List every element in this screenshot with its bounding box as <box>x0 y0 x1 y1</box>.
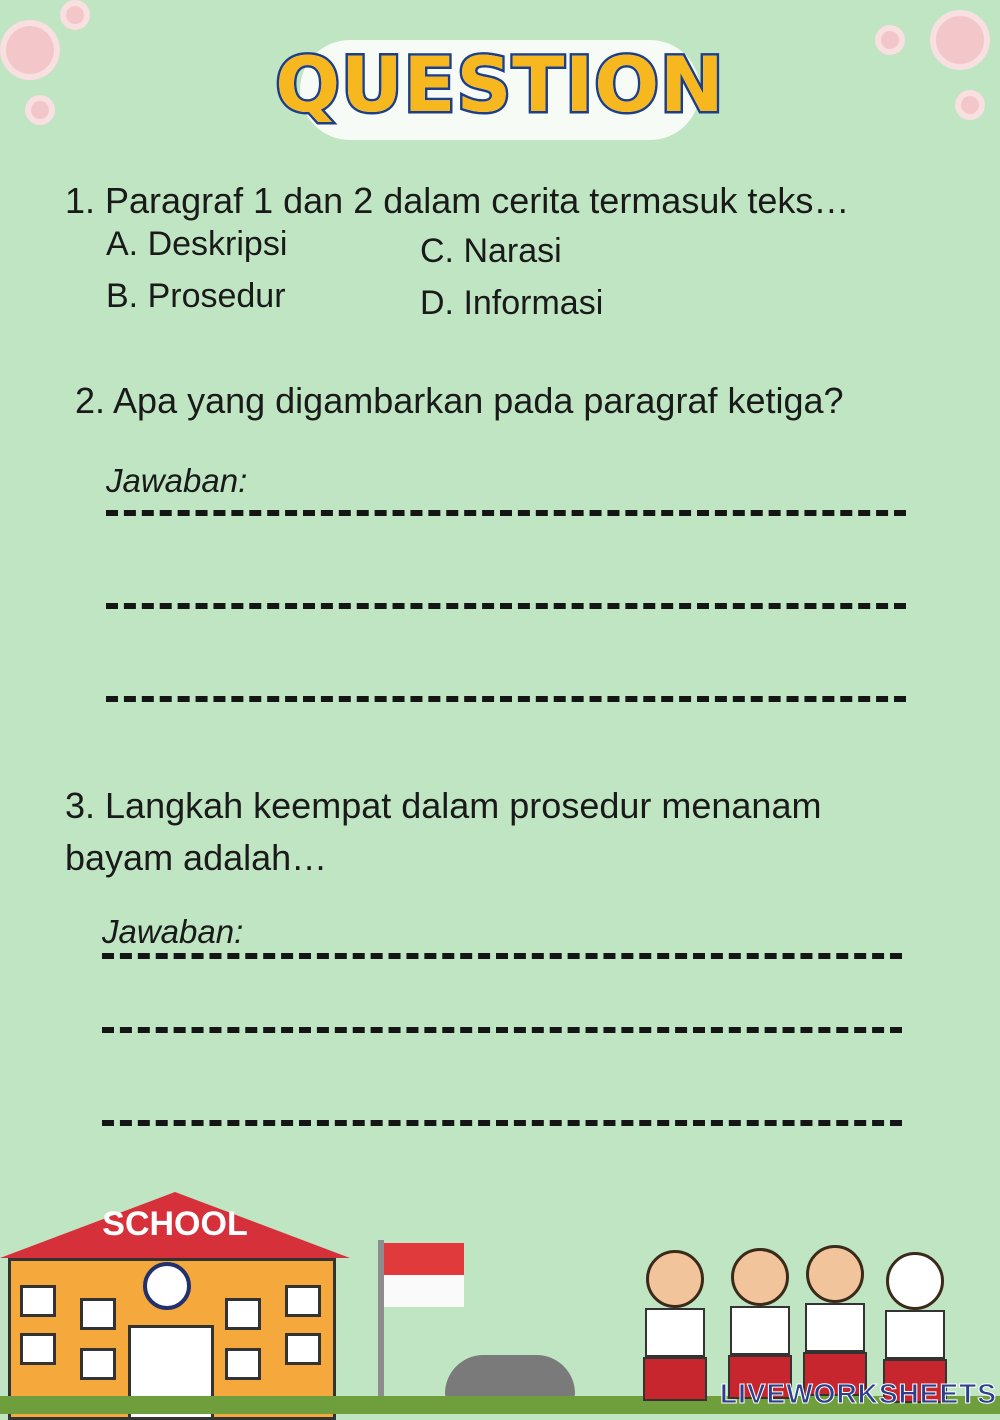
school-window <box>225 1348 261 1380</box>
answer-line-3-3[interactable] <box>102 1120 902 1126</box>
flag-icon <box>384 1243 464 1275</box>
school-window <box>20 1333 56 1365</box>
students-illustration <box>640 1250 710 1400</box>
school-window <box>285 1333 321 1365</box>
question-2: 2. Apa yang digambarkan pada paragraf ketiga? <box>75 380 844 421</box>
answer-line-3-1[interactable] <box>102 953 902 959</box>
question-3-line-2: bayam adalah… <box>65 837 328 878</box>
school-window <box>225 1298 261 1330</box>
school-window <box>285 1285 321 1317</box>
page-title: QUESTION <box>275 40 725 129</box>
option-c[interactable]: C. Narasi <box>420 232 562 270</box>
school-window <box>80 1348 116 1380</box>
option-d[interactable]: D. Informasi <box>420 284 604 322</box>
flag-white-stripe <box>384 1275 464 1307</box>
rocks-illustration <box>445 1355 575 1400</box>
student-figure <box>725 1248 795 1398</box>
option-a[interactable]: A. Deskripsi <box>106 225 288 263</box>
option-b[interactable]: B. Prosedur <box>106 277 286 315</box>
answer-line-3-2[interactable] <box>102 1027 902 1033</box>
liveworksheets-logo: LIVEWORKSHEETS <box>720 1378 997 1409</box>
question-3-line-1: 3. Langkah keempat dalam prosedur menanam <box>65 785 822 826</box>
school-window <box>80 1298 116 1330</box>
answer-line-2-2[interactable] <box>106 603 906 609</box>
answer-line-2-1[interactable] <box>106 510 906 516</box>
flower-decoration-left-small <box>60 0 90 30</box>
answer-label-2: Jawaban: <box>106 462 248 499</box>
school-window <box>20 1285 56 1317</box>
student-figure <box>800 1245 870 1395</box>
school-sign: SCHOOL <box>102 1205 248 1243</box>
answer-label-3: Jawaban: <box>102 913 244 950</box>
question-1: 1. Paragraf 1 dan 2 dalam cerita termasuk teks… <box>65 180 850 221</box>
clock-icon <box>143 1262 191 1310</box>
answer-line-2-3[interactable] <box>106 696 906 702</box>
